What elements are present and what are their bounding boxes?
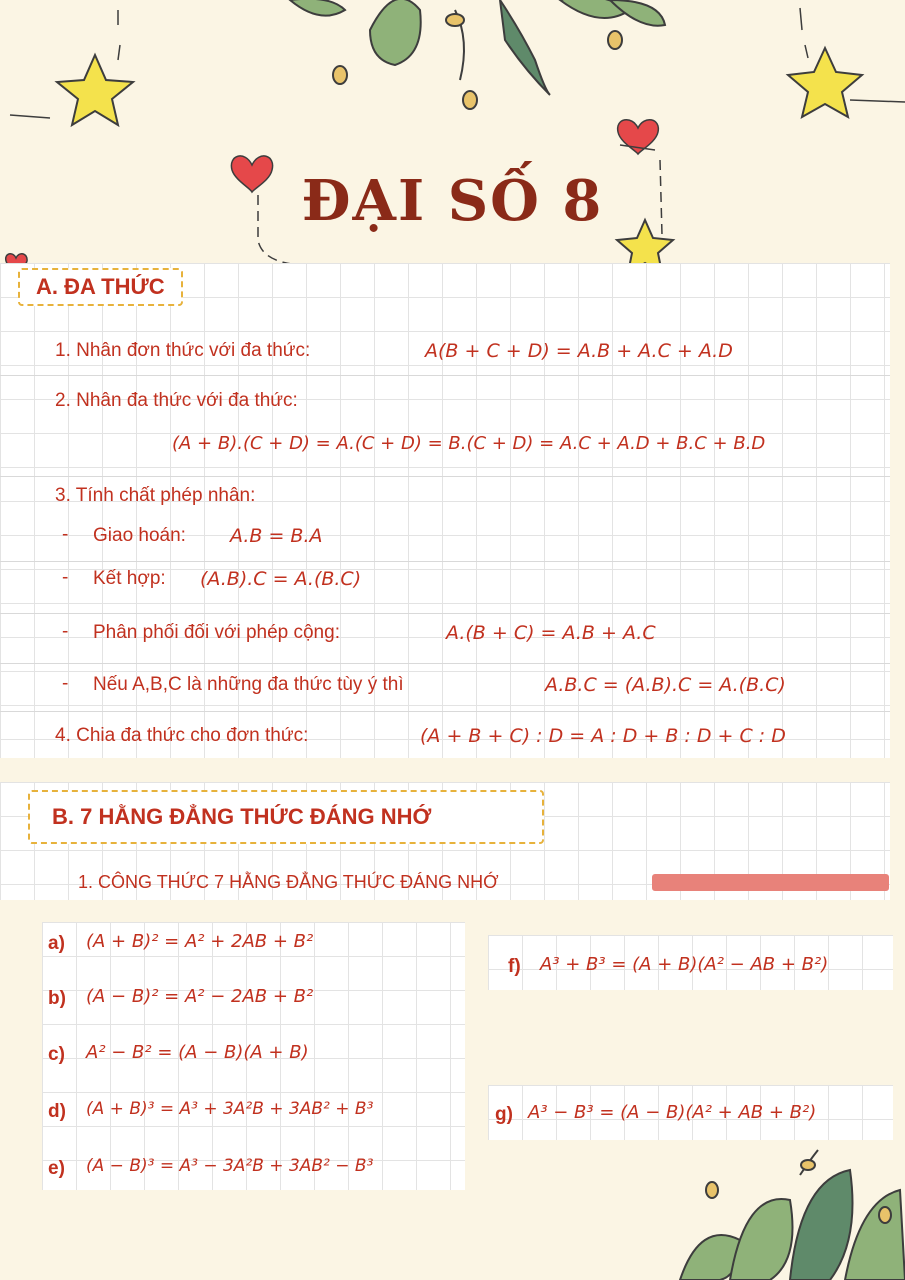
formula-d-label: d) [48,1101,66,1122]
formula-a: (A + B)² = A² + 2AB + B² [86,931,314,952]
prop-4-text: Nếu A,B,C là những đa thức tùy ý thì [93,674,404,695]
formula-b-label: b) [48,988,66,1009]
formula-g-label: g) [495,1104,513,1125]
prop-1-text: Giao hoán: [93,525,186,546]
top-leaves-icon [290,0,665,109]
formula-e-label: e) [48,1158,65,1179]
section-b-tag: B. 7 HẰNG ĐẲNG THỨC ĐÁNG NHỚ [28,790,544,844]
section-b-subhead: 1. CÔNG THỨC 7 HẰNG ĐẲNG THỨC ĐÁNG NHỚ [78,872,499,892]
prop-2-text: Kết hợp: [93,568,166,589]
prop-3-formula: A.(B + C) = A.B + A.C [446,622,656,644]
item-4-formula: (A + B + C) : D = A : D + B : D + C : D [420,725,786,747]
formula-e: (A − B)³ = A³ − 3A²B + 3AB² − B³ [86,1156,374,1176]
bullet-dash: - [62,567,69,588]
subhead-bar [652,874,889,891]
bottom-leaves-icon [680,1150,905,1280]
page-title: ĐẠI SỐ 8 [301,168,604,234]
bullet-dash: - [62,524,69,545]
prop-3-text: Phân phối đối với phép cộng: [93,622,340,643]
item-4-text: 4. Chia đa thức cho đơn thức: [55,725,309,746]
bullet-dash: - [62,621,69,642]
prop-2-formula: (A.B).C = A.(B.C) [200,568,362,590]
formula-a-label: a) [48,933,65,954]
section-a-tag: A. ĐA THỨC [18,268,183,306]
item-1-text: 1. Nhân đơn thức với đa thức: [55,340,311,361]
formula-d: (A + B)³ = A³ + 3A²B + 3AB² + B³ [86,1099,374,1119]
formula-g: A³ − B³ = (A − B)(A² + AB + B²) [528,1102,817,1123]
item-2-text: 2. Nhân đa thức với đa thức: [55,390,298,411]
prop-4-formula: A.B.C = (A.B).C = A.(B.C) [545,674,786,696]
item-3-text: 3. Tính chất phép nhân: [55,485,256,506]
bullet-dash: - [62,673,69,694]
formula-c-label: c) [48,1044,65,1065]
prop-1-formula: A.B = B.A [230,525,323,547]
formula-f: A³ + B³ = (A + B)(A² − AB + B²) [540,954,829,975]
formula-f-label: f) [508,956,521,977]
formula-b: (A − B)² = A² − 2AB + B² [86,986,314,1007]
item-2-formula: (A + B).(C + D) = A.(C + D) = B.(C + D) = A.C + A.D + B.C + B.D [172,433,766,454]
formula-c: A² − B² = (A − B)(A + B) [86,1042,309,1063]
item-1-formula: A(B + C + D) = A.B + A.C + A.D [425,340,733,362]
